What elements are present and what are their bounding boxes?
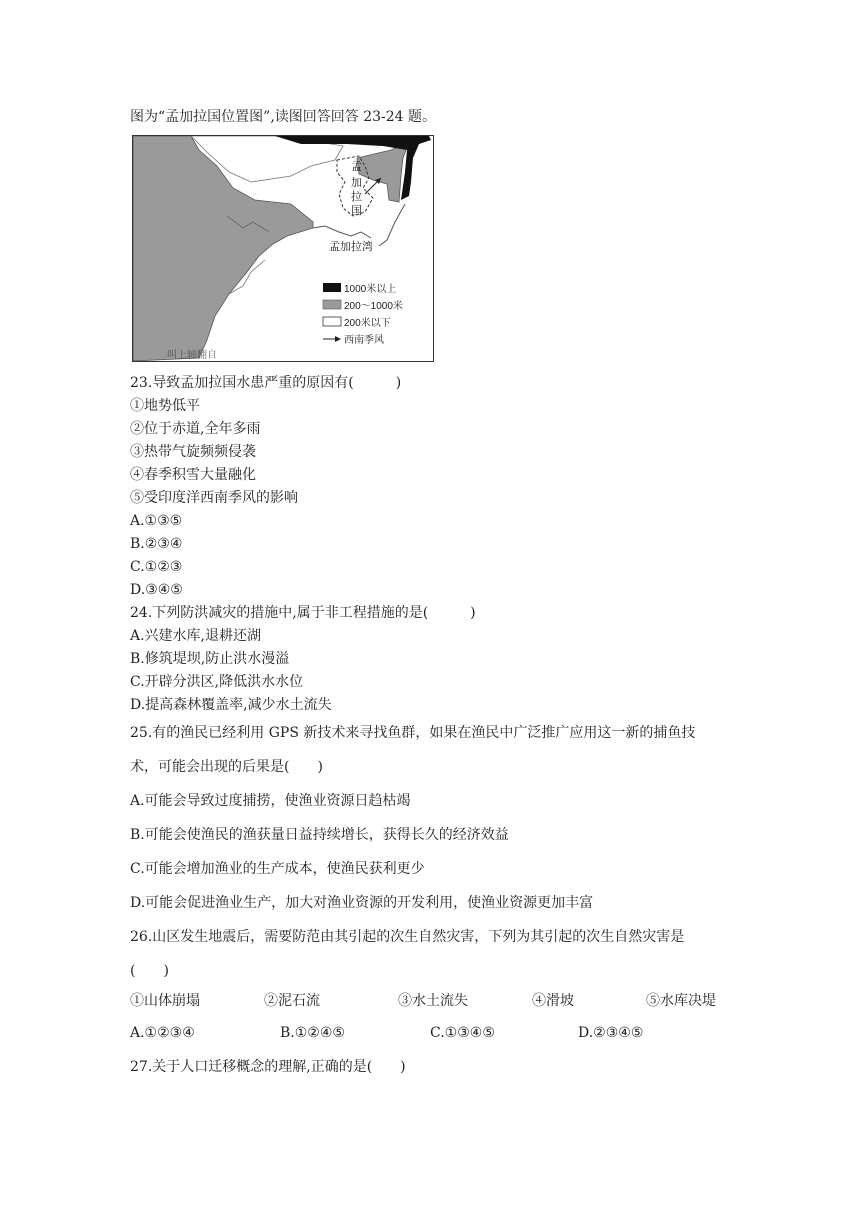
q25-option-b: B.可能会使渔民的渔获量日益持续增长，获得长久的经济效益	[130, 827, 509, 843]
bangladesh-location-map	[132, 135, 434, 362]
bay-coastline	[313, 226, 371, 238]
q26-option-c: C.①③④⑤	[430, 1025, 495, 1041]
q26-item-3: ③水土流失	[398, 993, 468, 1009]
q27-stem: 27.关于人口迁移概念的理解,正确的是( )	[130, 1059, 406, 1075]
legend-label-mid: 200～1000米	[344, 301, 403, 312]
legend-swatch-high	[323, 283, 341, 292]
q25-option-a: A.可能会导致过度捕捞，使渔业资源日趋枯竭	[130, 793, 411, 809]
legend-label-low: 200米以下	[344, 318, 391, 329]
q25-option-c: C.可能会增加渔业的生产成本，使渔民获利更少	[130, 861, 425, 877]
intro-text: 图为“孟加拉国位置图”,读图回答回答 23-24 题。	[130, 109, 437, 125]
q26-option-b: B.①②④⑤	[280, 1025, 345, 1041]
q26-option-a: A.①②③④	[130, 1025, 195, 1041]
q24-option-a: A.兴建水库,退耕还湖	[130, 628, 262, 644]
q24-option-b: B.修筑堤坝,防止洪水漫溢	[130, 651, 290, 667]
q23-item-3: ③热带气旋频频侵袭	[130, 444, 256, 460]
legend-swatch-mid	[323, 300, 341, 309]
q25-stem-line1: 25.有的渔民已经利用 GPS 新技术来寻找鱼群，如果在渔民中广泛推广应用这一新的捕鱼技	[130, 725, 696, 741]
country-label-3: 拉	[351, 191, 362, 203]
q26-item-4: ④滑坡	[532, 993, 574, 1009]
east-coastline	[379, 204, 405, 246]
northeast-hills	[357, 142, 409, 202]
q26-item-5: ⑤水库决堤	[646, 993, 716, 1009]
q23-item-1: ①地势低平	[130, 398, 200, 414]
q23-option-b: B.②③④	[130, 536, 183, 552]
country-label-1: 孟	[351, 161, 362, 173]
q24-stem: 24.下列防洪减灾的措施中,属于非工程措施的是( )	[130, 605, 476, 621]
q23-option-d: D.③④⑤	[130, 582, 183, 598]
bay-label: 孟加拉湾	[329, 241, 373, 253]
map-graphic	[133, 136, 433, 361]
q23-option-c: C.①②③	[130, 559, 183, 575]
map-watermark: 叫上轴翻自	[167, 350, 217, 361]
q26-stem-line2: ( )	[130, 963, 169, 979]
country-label-2: 加	[351, 177, 362, 189]
q26-stem-line1: 26.山区发生地震后，需要防范由其引起的次生自然灾害，下列为其引起的次生自然灾害是	[130, 929, 685, 945]
country-label-4: 国	[351, 205, 362, 217]
legend-label-high: 1000米以上	[344, 284, 397, 295]
q26-item-1: ①山体崩塌	[130, 993, 200, 1009]
q26-item-2: ②泥石流	[264, 993, 320, 1009]
legend-arrow-head	[335, 336, 341, 342]
q23-item-2: ②位于赤道,全年多雨	[130, 421, 261, 437]
q25-option-d: D.可能会促进渔业生产，加大对渔业资源的开发利用，使渔业资源更加丰富	[130, 895, 594, 911]
q23-item-4: ④春季积雪大量融化	[130, 467, 256, 483]
q23-stem: 23.导致孟加拉国水患严重的原因有( )	[130, 375, 402, 391]
legend-label-monsoon: 西南季风	[344, 335, 384, 346]
q26-option-d: D.②③④⑤	[578, 1025, 644, 1041]
legend-swatch-low	[323, 317, 341, 326]
q25-stem-line2: 术，可能会出现的后果是( )	[130, 759, 323, 775]
q23-item-5: ⑤受印度洋西南季风的影响	[130, 490, 298, 506]
q24-option-c: C.开辟分洪区,降低洪水水位	[130, 674, 304, 690]
q23-option-a: A.①③⑤	[130, 513, 183, 529]
q24-option-d: D.提高森林覆盖率,减少水土流失	[130, 697, 332, 713]
